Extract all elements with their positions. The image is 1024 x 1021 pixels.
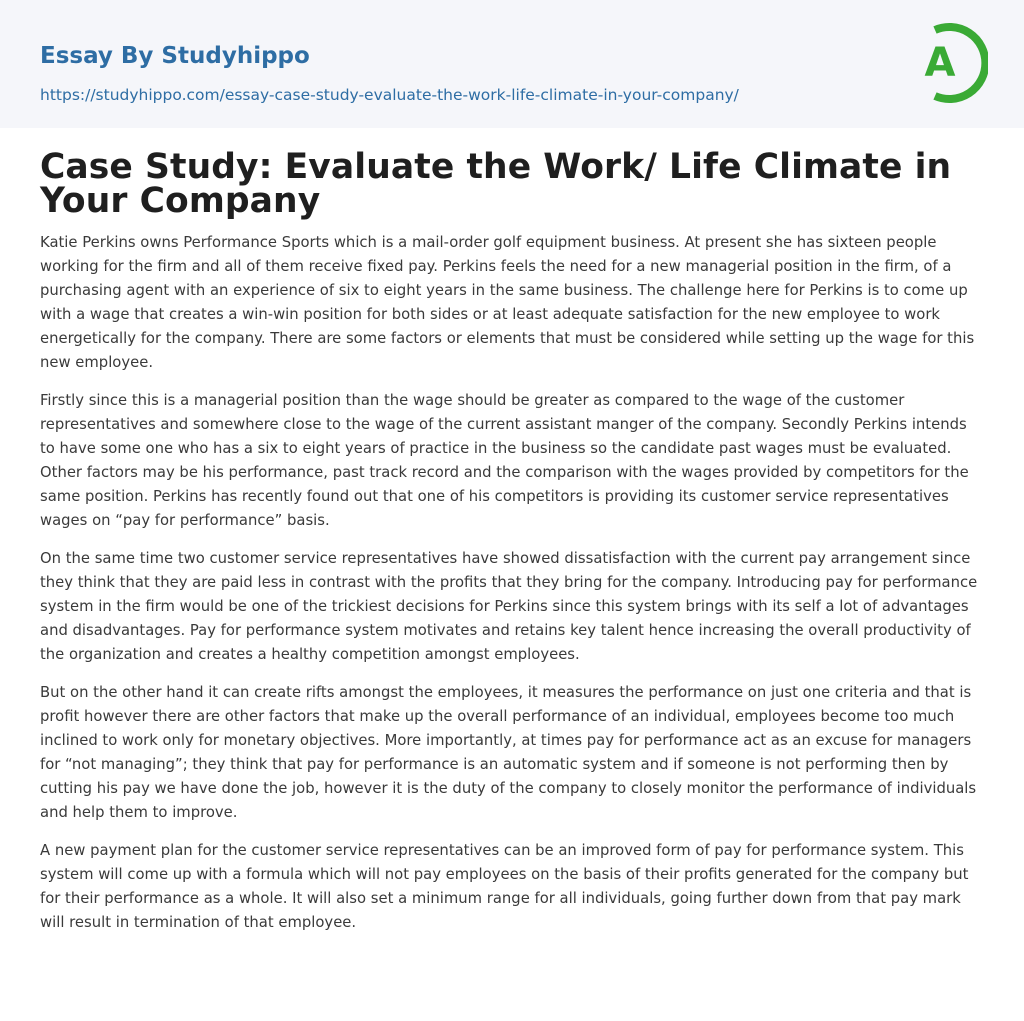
article-paragraph: On the same time two customer service representatives have showed dissatisfaction with the current pay arrangement since they think that they are paid less in contrast with the profits that they bring for the company. Introducing pay for performance system in the firm would be one of the trickiest decisions for Perkins since this system brings with its self a lot of advantages and disadvantages. Pay for performance system motivates and retains key talent hence increasing the overall productivity of the organization and creates a healthy competition amongst employees. (40, 550, 978, 663)
studyhippo-logo-icon[interactable] (910, 19, 988, 107)
article (40, 147, 984, 935)
article-paragraph: Firstly since this is a managerial position than the wage should be greater as compared to the wage of the customer representatives and somewhere close to the wage of the current assistant manger of the company. Secondly Perkins intends to have some one who has a six to eight years of practice in the business so the candidate past wages must be evaluated. Other factors may be his performance, past track record and the comparison with the wages provided by competitors for the same position. Perkins has recently found out that one of his competitors is providing its customer service representatives wages on “pay for performance” basis. (40, 392, 969, 529)
essay-url-link[interactable]: https://studyhippo.com/essay-case-study-evaluate-the-work-life-climate-in-your-company/ (40, 86, 739, 104)
site-header (0, 0, 1024, 128)
article-paragraph: But on the other hand it can create rifts amongst the employees, it measures the performance on just one criteria and that is profit however there are other factors that make up the overall performance of an individual, employees become too much inclined to work only for monetary objectives. More importantly, at times pay for performance act as an excuse for managers for “not managing”; they think that pay for performance is an automatic system and if someone is not performing then by cutting his pay we have done the job, however it is the duty of the company to closely monitor the performance of individuals and help them to improve. (40, 684, 977, 821)
logo-letter: A (924, 40, 956, 86)
site-brand[interactable]: Essay By Studyhippo (40, 43, 310, 69)
page-title: Case Study: Evaluate the Work/ Life Climate in Your Company (40, 147, 952, 221)
article-paragraph: Katie Perkins owns Performance Sports which is a mail-order golf equipment business. At present she has sixteen people working for the firm and all of them receive fixed pay. Perkins feels the need for a new managerial position in the firm, of a purchasing agent with an experience of six to eight years in the same business. The challenge here for Perkins is to come up with a wage that creates a win-win position for both sides or at least adequate satisfaction for the new employee to work energetically for the company. There are some factors or elements that must be considered while setting up the wage for this new employee. (40, 234, 975, 371)
article-paragraph: A new payment plan for the customer service representatives can be an improved form of pay for performance system. This system will come up with a formula which will not pay employees on the basis of their profits generated for the company but for their performance as a whole. It will also set a minimum range for all individuals, going further down from that pay mark will result in termination of that employee. (40, 842, 969, 931)
